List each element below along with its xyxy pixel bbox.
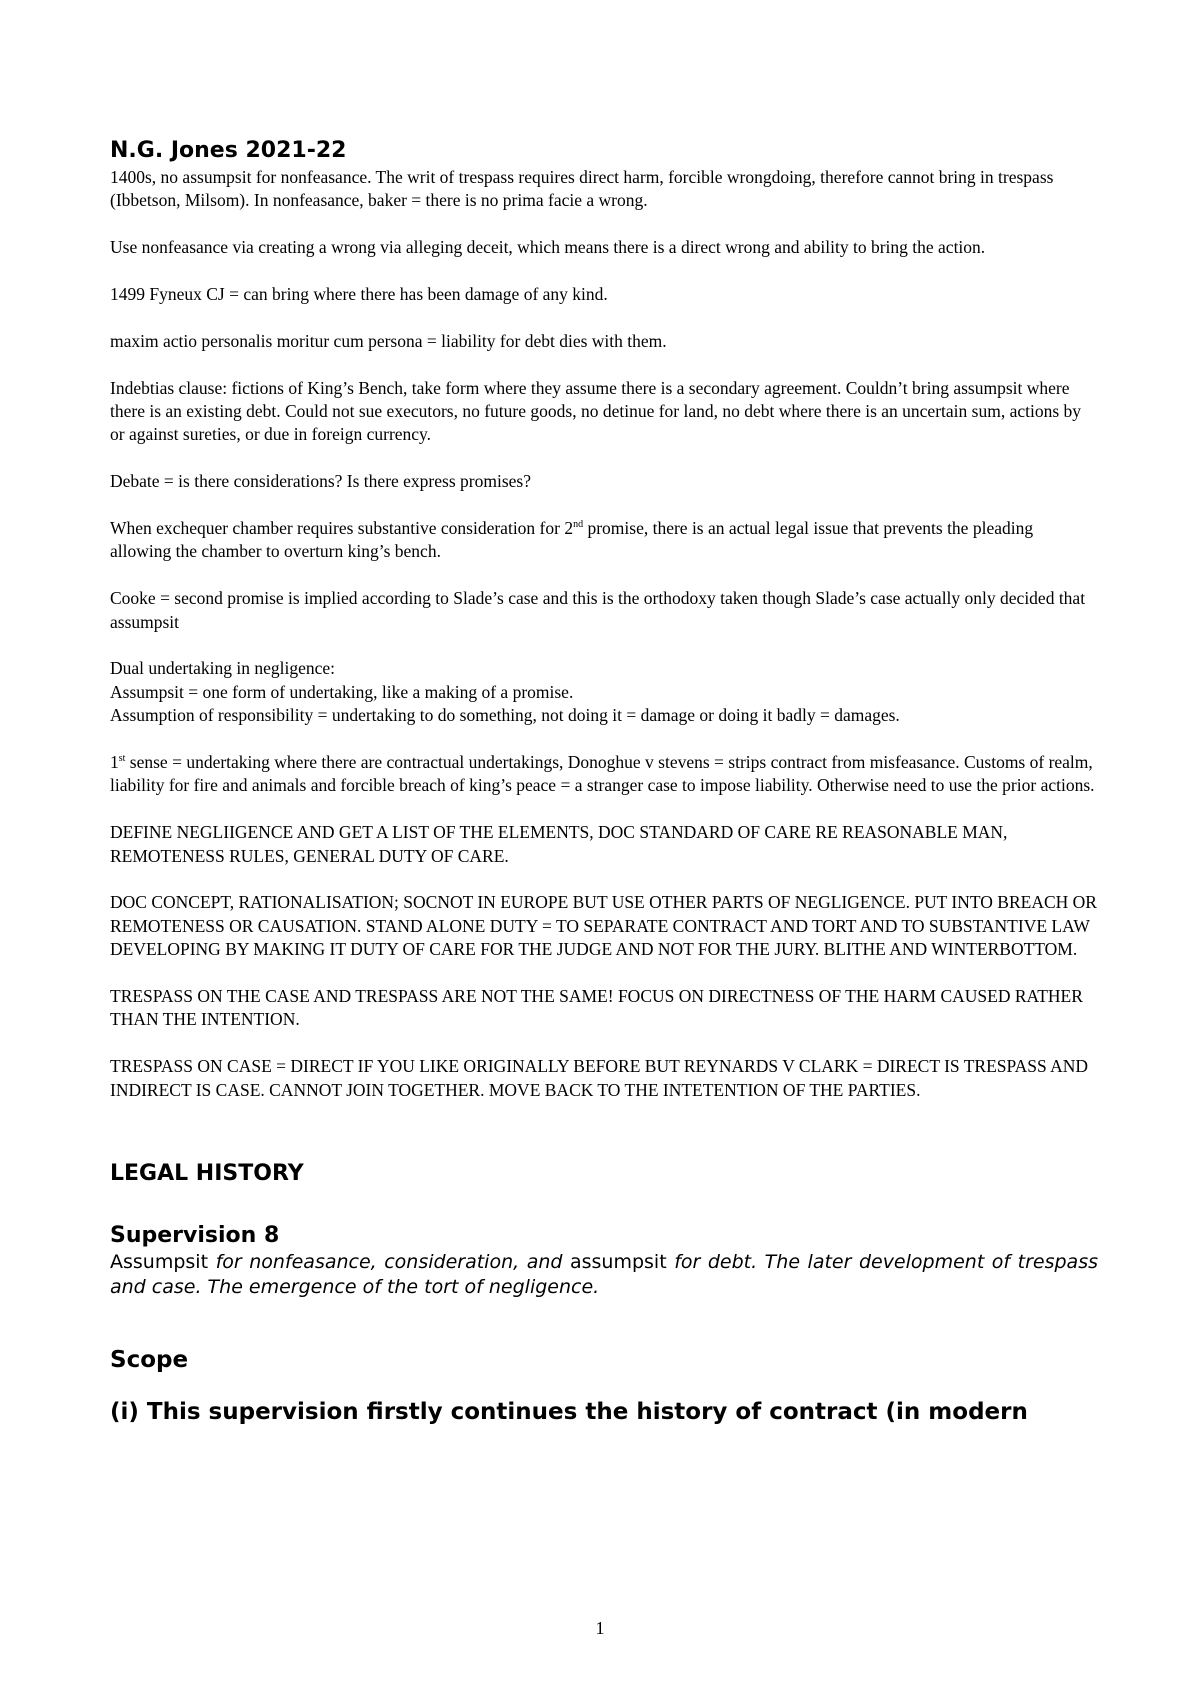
note-block-dual-undertaking [110,657,1098,727]
text-run: assumpsit [569,1251,667,1274]
text-run: promise, there is an actual legal issue that prevents the pleading allowing the chamber to overturn king’s bench. [110,518,1034,562]
author-heading: N.G. Jones 2021-22 [110,138,347,163]
page-content [110,136,1098,1427]
note-paragraph-fyneux: 1499 Fyneux CJ = can bring where there has been damage of any kind. [110,284,608,304]
supervision-description [110,1250,1098,1300]
note-line: Assumption of responsibility = undertaking to do something, not doing it = damage or doing it badly = damages. [110,705,900,726]
text-run: 1 [110,752,119,773]
text-run: sense = undertaking where there are contractual undertakings, Donoghue v stevens = strips contract from misfeasance. Customs of realm, liability for fire and animals and forcible breach of king’s peace = a stranger case to impose liability. Otherwise need to use the prior actions. [110,752,1095,796]
note-line: Assumpsit = one form of undertaking, like a making of a promise. [110,681,574,702]
note-paragraph-maxim: maxim actio personalis moritur cum persona = liability for debt dies with them. [110,330,667,351]
italic-run: for debt. The later development of trespass and case. The emergence of the tort of negligence. [110,1251,1098,1299]
caps-paragraph-trespass-case: TRESPASS ON CASE = DIRECT IF YOU LIKE ORIGINALLY BEFORE BUT REYNARDS V CLARK = DIRECT IS TRESPASS AND INDIRECT IS CASE. CANNOT JOIN TOGETHER. MOVE BACK TO THE INTETENTION OF THE PARTIES. [110,1056,1089,1100]
page-number: 1 [595,1618,605,1638]
scope-text: (i) This supervision firstly continues the history of contract (in modern [110,1399,1028,1426]
caps-paragraph-define: DEFINE NEGLIIGENCE AND GET A LIST OF THE ELEMENTS, DOC STANDARD OF CARE RE REASONABLE MAN, REMOTENESS RULES, GENERAL DUTY OF CARE. [110,822,1008,866]
caps-paragraph-trespass: TRESPASS ON THE CASE AND TRESPASS ARE NOT THE SAME! FOCUS ON DIRECTNESS OF THE HARM CAUSED RATHER THAN THE INTENTION. [110,986,1083,1030]
note-paragraph-debate: Debate = is there considerations? Is there express promises? [110,471,531,492]
legal-history-heading: LEGAL HISTORY [110,1161,304,1187]
text-run: When exchequer chamber requires substantive consideration for 2 [110,518,574,538]
note-paragraph-indebtias: Indebtias clause: fictions of King’s Bench, take form where they assume there is a secondary agreement. Couldn’t bring assumpsit where there is an existing debt. Could not sue executors, no future goods, no detinue for land, no debt where there is an uncertain sum, actions by or against sureties, or due in foreign currency. [110,377,1082,445]
superscript: st [118,753,126,765]
scope-heading: Scope [110,1347,189,1374]
note-line: Dual undertaking in negligence: [110,658,335,679]
caps-paragraph-doc-concept: DOC CONCEPT, RATIONALISATION; SOCNOT IN EUROPE BUT USE OTHER PARTS OF NEGLIGENCE. PUT INTO BREACH OR REMOTENESS OR CAUSATION. STAND ALONE DUTY = TO SEPARATE CONTRACT AND TORT AND TO SUBSTANTIVE LAW DEVELOPING BY MAKING IT DUTY OF CARE FOR THE JUDGE AND NOT FOR THE JURY. BLITHE AND WINTERBOTTOM. [110,892,1097,960]
note-paragraph-exchequer [110,517,1098,564]
superscript: nd [573,519,584,530]
note-paragraph-cooke: Cooke = second promise is implied according to Slade’s case and this is the orthodoxy taken though Slade’s case actually only decided that assumpsit [110,588,1086,632]
supervision-title: Supervision 8 [110,1223,280,1249]
note-paragraph-deceit: Use nonfeasance via creating a wrong via alleging deceit, which means there is a direct wrong and ability to bring the action. [110,237,986,258]
italic-run: for nonfeasance, consideration, and [208,1251,570,1274]
note-paragraph-nonfeasance: 1400s, no assumpsit for nonfeasance. The writ of trespass requires direct harm, forcible wrongdoing, therefore cannot bring in trespass (Ibbetson, Milsom). In nonfeasance, baker = there is no prima facie a wrong. [110,167,1054,211]
note-paragraph-first-sense [110,751,1098,798]
text-run: Assumpsit [110,1251,209,1274]
